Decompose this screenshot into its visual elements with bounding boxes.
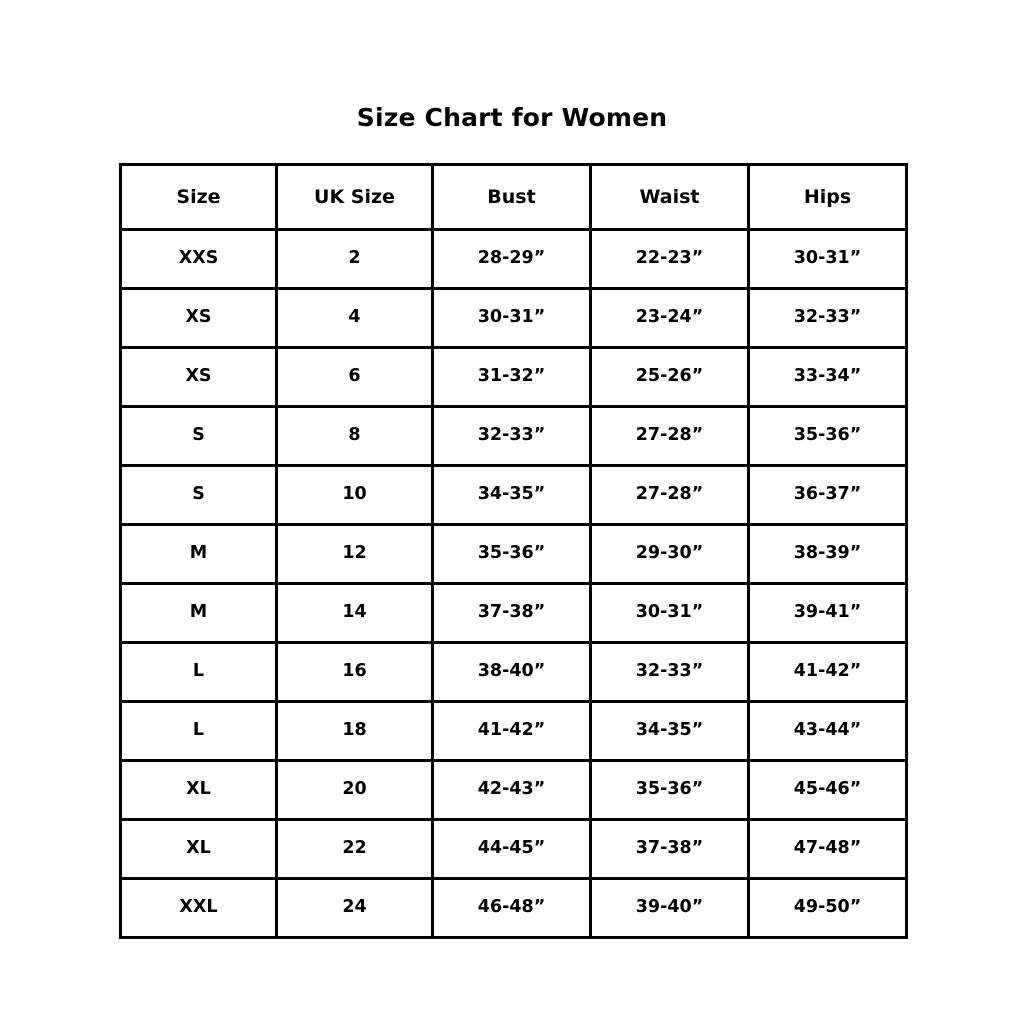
cell-waist: 39-40” — [591, 879, 749, 938]
cell-waist: 37-38” — [591, 820, 749, 879]
cell-waist: 35-36” — [591, 761, 749, 820]
table-row — [121, 879, 907, 938]
cell-bust: 42-43” — [433, 761, 591, 820]
cell-uk-size: 16 — [277, 643, 433, 702]
cell-bust: 46-48” — [433, 879, 591, 938]
cell-waist: 25-26” — [591, 348, 749, 407]
cell-hips: 35-36” — [749, 407, 907, 466]
cell-waist: 22-23” — [591, 230, 749, 289]
cell-size: XL — [121, 761, 277, 820]
table-header — [121, 165, 907, 230]
cell-waist: 34-35” — [591, 702, 749, 761]
page-title: Size Chart for Women — [356, 103, 668, 132]
cell-waist: 32-33” — [591, 643, 749, 702]
cell-uk-size: 14 — [277, 584, 433, 643]
cell-uk-size: 12 — [277, 525, 433, 584]
cell-waist: 27-28” — [591, 407, 749, 466]
table-row — [121, 348, 907, 407]
cell-bust: 38-40” — [433, 643, 591, 702]
table-body — [121, 230, 907, 938]
cell-size: XS — [121, 289, 277, 348]
column-header-size: Size — [121, 165, 277, 230]
cell-hips: 39-41” — [749, 584, 907, 643]
size-chart-table-container — [119, 163, 905, 939]
table-row — [121, 230, 907, 289]
cell-uk-size: 20 — [277, 761, 433, 820]
cell-hips: 43-44” — [749, 702, 907, 761]
table-row — [121, 289, 907, 348]
cell-size: L — [121, 702, 277, 761]
cell-bust: 32-33” — [433, 407, 591, 466]
table-row — [121, 820, 907, 879]
cell-size: XL — [121, 820, 277, 879]
cell-hips: 33-34” — [749, 348, 907, 407]
table-row — [121, 643, 907, 702]
cell-hips: 41-42” — [749, 643, 907, 702]
cell-size: XXS — [121, 230, 277, 289]
column-header-hips: Hips — [749, 165, 907, 230]
column-header-bust: Bust — [433, 165, 591, 230]
table-row — [121, 761, 907, 820]
cell-hips: 32-33” — [749, 289, 907, 348]
cell-uk-size: 24 — [277, 879, 433, 938]
cell-size: S — [121, 407, 277, 466]
cell-bust: 34-35” — [433, 466, 591, 525]
cell-bust: 35-36” — [433, 525, 591, 584]
cell-hips: 49-50” — [749, 879, 907, 938]
cell-bust: 37-38” — [433, 584, 591, 643]
cell-uk-size: 6 — [277, 348, 433, 407]
cell-bust: 41-42” — [433, 702, 591, 761]
cell-bust: 44-45” — [433, 820, 591, 879]
table-row — [121, 466, 907, 525]
table-row — [121, 525, 907, 584]
cell-waist: 29-30” — [591, 525, 749, 584]
cell-uk-size: 10 — [277, 466, 433, 525]
column-header-uk-size: UK Size — [277, 165, 433, 230]
cell-waist: 27-28” — [591, 466, 749, 525]
cell-hips: 38-39” — [749, 525, 907, 584]
table-row — [121, 407, 907, 466]
cell-hips: 45-46” — [749, 761, 907, 820]
cell-hips: 47-48” — [749, 820, 907, 879]
cell-uk-size: 4 — [277, 289, 433, 348]
size-chart-table — [119, 163, 908, 939]
table-header-row — [121, 165, 907, 230]
cell-uk-size: 18 — [277, 702, 433, 761]
cell-bust: 28-29” — [433, 230, 591, 289]
cell-waist: 30-31” — [591, 584, 749, 643]
table-row — [121, 584, 907, 643]
cell-size: XXL — [121, 879, 277, 938]
cell-bust: 31-32” — [433, 348, 591, 407]
cell-bust: 30-31” — [433, 289, 591, 348]
cell-uk-size: 2 — [277, 230, 433, 289]
cell-hips: 30-31” — [749, 230, 907, 289]
cell-uk-size: 8 — [277, 407, 433, 466]
cell-size: XS — [121, 348, 277, 407]
cell-size: M — [121, 584, 277, 643]
cell-uk-size: 22 — [277, 820, 433, 879]
cell-hips: 36-37” — [749, 466, 907, 525]
cell-size: S — [121, 466, 277, 525]
cell-waist: 23-24” — [591, 289, 749, 348]
cell-size: L — [121, 643, 277, 702]
column-header-waist: Waist — [591, 165, 749, 230]
cell-size: M — [121, 525, 277, 584]
table-row — [121, 702, 907, 761]
